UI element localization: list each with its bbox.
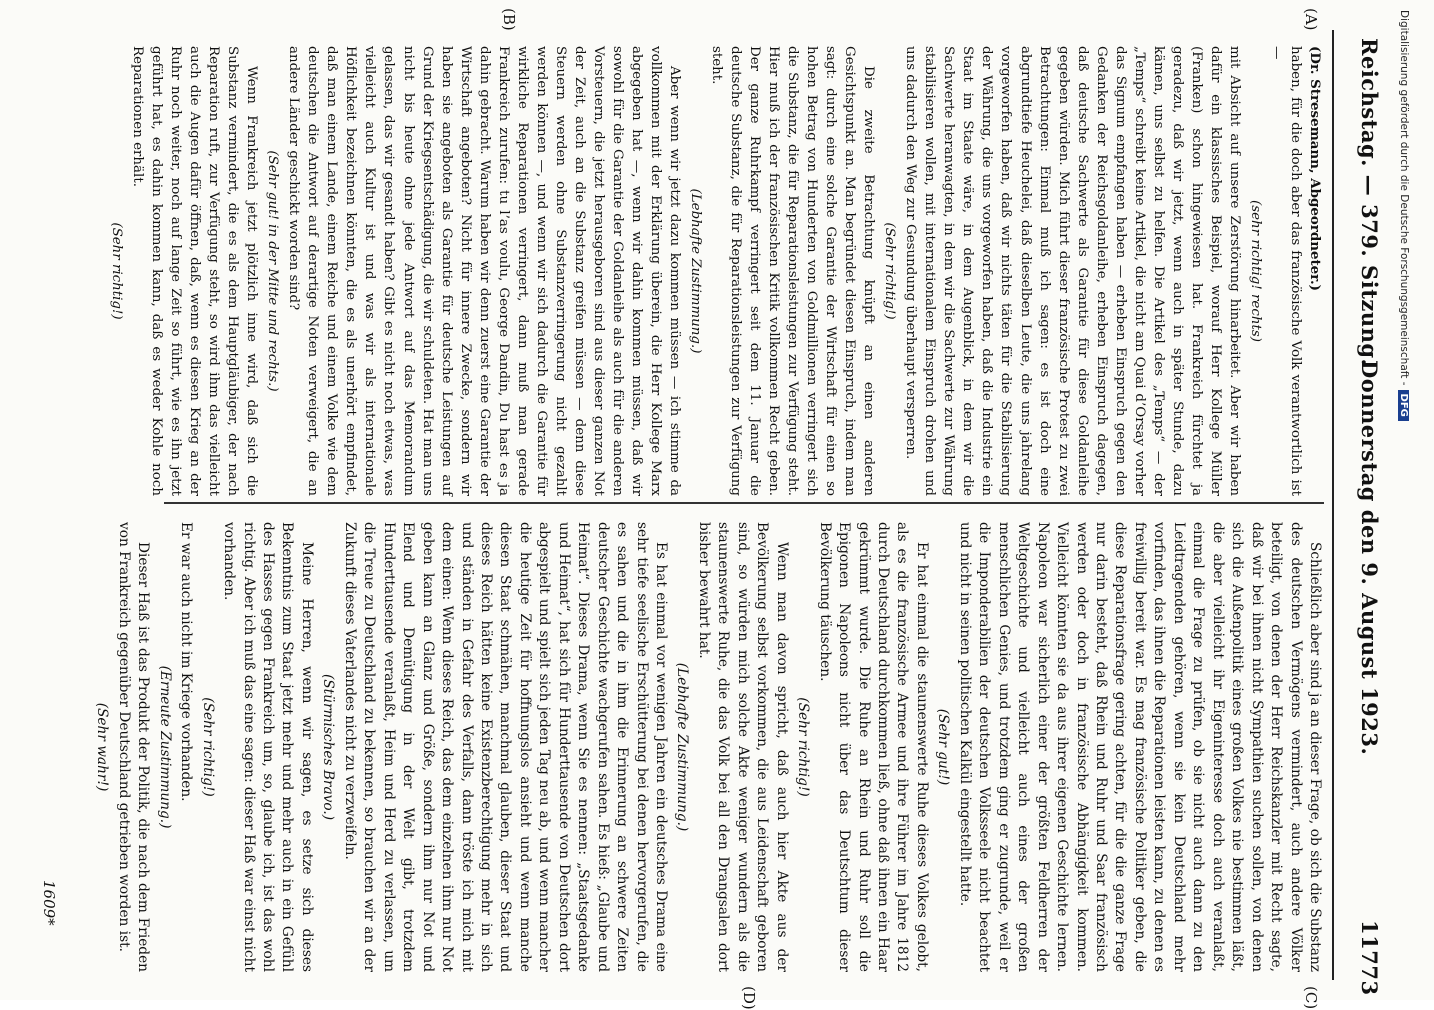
right-text-column xyxy=(90,522,1324,972)
margin-mark-c: (C) xyxy=(1302,986,1320,1010)
paragraph: Meine Herren, wenn wir sagen, es setze sich dieses Bekenntnis zum Staat jetzt mehr und mehr auch in ein Gefühl des Hasses gegen Frankreich um, so, glaube ich, ist das wohl richtig. Aber ich muß das eine sagen: dieser Haß war einst nicht vorhanden. xyxy=(221,522,315,972)
interjection: (Erneute Zustimmung.) xyxy=(156,665,173,829)
interjection: (Stürmisches Bravo.) xyxy=(320,673,337,821)
paragraph: Die zweite Betrachtung knüpft an einen anderen Gesichtspunkt an. Man begründet diesen Einspruch, indem man sagt: durch eine solche Garantie der Wirtschaft für einen so hohen Betrag von Hunderten von Goldmillionen verringert sich die Substanz, die für Reparationsleistungen zur Verfügung steht. Hier muß ich der französischen Kritik vollkommen Recht geben. Der ganze Ruhrkampf verringert seit dem 11. Januar die deutsche Substanz, die für Reparationsleistungen zur Verfügung steht. xyxy=(709,46,877,496)
speaker-label: (Dr. Stresemann, Abgeordneter.) xyxy=(1307,46,1323,291)
paragraph: Er hat einmal die staunenswerte Ruhe dieses Volkes gelobt, als es die französische Armee und ihre Führer im Jahre 1812 durch Deutschland durchkommen ließ, ohne daß ihnen ein Haar gekrümmt wurde. Die Ruhe an Rhein und Ruhr soll die Epigonen Napoleons nicht über das Deutschtum dieser Bevölkerung täuschen. xyxy=(816,522,930,972)
interjection: (Sehr wahr!) xyxy=(94,702,111,792)
interjection: (Sehr richtig!) xyxy=(882,222,898,320)
interjection: (Sehr gut!) xyxy=(935,708,952,786)
interjection: (Lebhafte Zustimmung.) xyxy=(688,188,703,354)
paragraph: mit Absicht auf unsere Zerstörung hinarbeitet. Aber wir haben dafür ein klassisches Beispiel, worauf Herr Kollege Müller (Franken) schon hingewiesen hat. Frankreich fürchtet ja geradezu, daß wir jetzt, wenn auch in später Stunde, dazu kämen, uns selbst zu helfen. Die Artikel des „Temps“ — der „Temps“ schreibt keine Artikel, die nicht am Quai d’Orsay vorher das Signum empfangen haben — erheben Einspruch gegen den Gedanken der Reichsgoldanleihe, erheben Einspruch dagegen, daß deutsche Sachwerte als Garantie für diese Goldanleihe gegeben würden. Mich führt dieser französische Protest zu zwei Betrachtungen: Einmal muß ich sagen: es ist doch eine abgrundtiefe Heuchelei, daß dieselben Leute, die uns jahrelang vorgeworfen haben, daß wir nichts täten für die Stabilisierung der Währung, die uns vorgeworfen haben, daß die Industrie ein Staat im Staate wäre, in dem Augenblick, in dem wir die Sachwerte heranwagten, in dem wir die Sachwerte zur Währung stabilisieren wollen, mit internationalem Einspruch drohen und uns dadurch den Weg zur Gesundung überhaupt versperren. xyxy=(903,46,1242,496)
header-rule xyxy=(1332,30,1334,980)
paragraph: Dieser Haß ist das Produkt der Politik, die nach dem Frieden von Frankreich gegenüber Deutschland getrieben worden ist. xyxy=(115,522,152,972)
paragraph: Er war auch nicht im Kriege vorhanden. xyxy=(178,522,195,802)
paragraph: Es hat einmal vor wenigen Jahren ein deutsches Drama eine sehr tiefe seelische Erschütterung bei denen hervorgerufen, die es sahen und die in ihm die Erinnerung an schwere Zeiten deutscher Geschichte wachgerufen sahen. Es hieß: „Glaube und Heimat“. Dieses Drama, wenn Sie es nennen: „Staatsgedanke und Heimat“, hat sich für Hunderttausende von Deutschen dort abgespielt und spielt sich jeden Tag neu ab, und wenn mancher die heutige Zeit für hoffnungslos ansieht und wenn manche diesen Staat schmähen, manchmal glauben, dieser Staat und dieses Reich hätten keine Existenzberechtigung mehr in sich und ständen in Gefahr des Verfalls, dann tröste ich mich mit dem einen: Wenn dieses Reich, das dem einzelnen ihm nur Not geben kann an Glanz und Größe, sondern ihm nur Not und Elend und Demütigung in der Welt gibt, trotzdem Hunderttausende veranlaßt, Heim und Herd zu verlassen, um die Treue zu Deutschland zu bekennen, so brauchen wir an der Zukunft dieses Vaterlandes nicht zu verzweifeln. xyxy=(341,522,670,972)
left-text-column xyxy=(105,46,1324,496)
running-header-left: Reichstag. — 379. Sitzung. xyxy=(1357,38,1382,367)
margin-mark-d: (D) xyxy=(740,986,758,1010)
rotated-sheet xyxy=(8,0,1388,1010)
interjection: (Sehr richtig!) xyxy=(795,697,812,797)
interjection: (Sehr richtig!) xyxy=(199,697,216,797)
folio-note: 1609* xyxy=(40,880,58,926)
paragraph: Schließlich aber sind ja an dieser Frage, ob sich die Substanz des deutschen Vermögens vermindert, auch andere Völker beteiligt, von denen der Herr Reichskanzler mit Recht sagte, daß wir bei ihnen nicht Sympathien suchen sollen, von denen sich die Außenpolitik eines großen Volkes nie bestimmen läßt, die aber vielleicht ihr Eigeninteresse doch auch veranlaßt, einmal die Frage zu prüfen, ob sie nicht auch dann zu den Leidtragenden gehören, wenn sie kein Deutschland mehr vorfinden, das ihnen die Reparationen leisten kann, zu denen es freiwillig bereit war. Es mag französische Politiker geben, die diese Reparationsfrage gering achten, für die die ganze Frage nur darin besteht, daß Rhein und Ruhr und Saar französisch werden oder doch in französische Abhängigkeit kommen. Vielleicht könnten sie da aus ihrer eigenen Geschichte lernen. Napoleon war sicherlich einer der größten Feldherren der Weltgeschichte und vielleicht auch eines der großen menschlichen Genies, und trotzdem ging er zugrunde, weil er die Imponderabilien der deutschen Volksseele nicht beachtet und nicht in seinen politischen Kalkül eingestellt hatte. xyxy=(956,522,1323,972)
margin-mark-b: (B) xyxy=(500,8,518,31)
dfg-logo: DFG xyxy=(1398,390,1409,421)
paragraph: Wenn Frankreich jetzt plötzlich inne wird, daß sich die Substanz vermindert, die es als dem Hauptgläubiger, der nach Reparation ruft, zur Verfügung steht, so wird ihm das vielleicht auch die Augen dafür öffnen, daß, wenn es diesen Krieg an der Ruhr noch weiter, noch auf lange Zeit so führt, wie es ihn jetzt geführt hat, es dahin kommen kann, daß es weder Kohle noch Reparationen erhält. xyxy=(130,46,260,496)
interjection: (Lebhafte Zustimmung.) xyxy=(674,662,691,832)
running-header-date: Donnerstag den 9. August 1923. xyxy=(1357,360,1382,756)
paragraph: Wenn man davon spricht, daß auch hier Akte aus der Bevölkerung selbst vorkommen, die aus Leidenschaft geboren sind, so würden mich solche Akte weniger wundern als die staunenswerte Ruhe, die das Volk bei all den Drangsalen dort bisher bewahrt hat. xyxy=(695,522,790,972)
interjection: (sehr richtig! rechts) xyxy=(1247,200,1263,342)
page-number: 11773 xyxy=(1357,920,1382,996)
paragraph: haben, für die doch aber das französische Volk verantwortlich ist — xyxy=(1268,46,1303,496)
interjection: (Sehr gut! in der Mitte und rechts.) xyxy=(265,150,281,392)
column-divider xyxy=(164,502,1324,504)
digitization-credit xyxy=(1390,10,1410,990)
margin-mark-a: (A) xyxy=(1302,8,1320,31)
paragraph: Aber wenn wir jetzt dazu kommen müssen — ich stimme da vollkommen mit der Erklärung überein, die Herr Kollege Marx abgegeben hat —, wenn wir dahin kommen müssen, daß wir sowohl für die Garantie der Goldanleihe als auch für die anderen Vorsteuern, die jetzt herausgeboren sind aus dieser ganzen Not der Zeit, auch an die Substanz greifen müssen — denn diese Steuern werden ohne Substanzverringerung nicht gezahlt werden können —, und wenn wir sich dadurch die Garantie für wirkliche Reparationen verringert, dann muß man gerade Frankreich zurufen: tu l’as voulu, George Dandin, Du hast es ja dahin gebracht. Warum haben wir denn zuerst eine Garantie der Wirtschaft angeboten? Nicht für innere Zwecke, sondern wir haben sie angeboten als Garantie für deutsche Leistungen auf Grund der Kriegsentschädigung, die wir schuldeten. Hat man uns nicht bis heute ohne jede Antwort auf das Memorandum gelassen, das wir gesandt haben? Gibt es nicht noch etwas, was vielleicht auch Kultur ist und was wir als internationale Höflichkeit bezeichnen könnten, die es als unerhört empfindet, daß man einem Lande, einem Reiche und einem Volke wie dem deutschen die Antwort auf derartige Noten verweigert, die an andere Länder geschickt worden sind? xyxy=(286,46,682,496)
credit-text: Digitalisierung gefördert durch die Deutsche Forschungsgemeinschaft - xyxy=(1398,10,1410,386)
interjection: (Sehr richtig!) xyxy=(109,222,125,320)
